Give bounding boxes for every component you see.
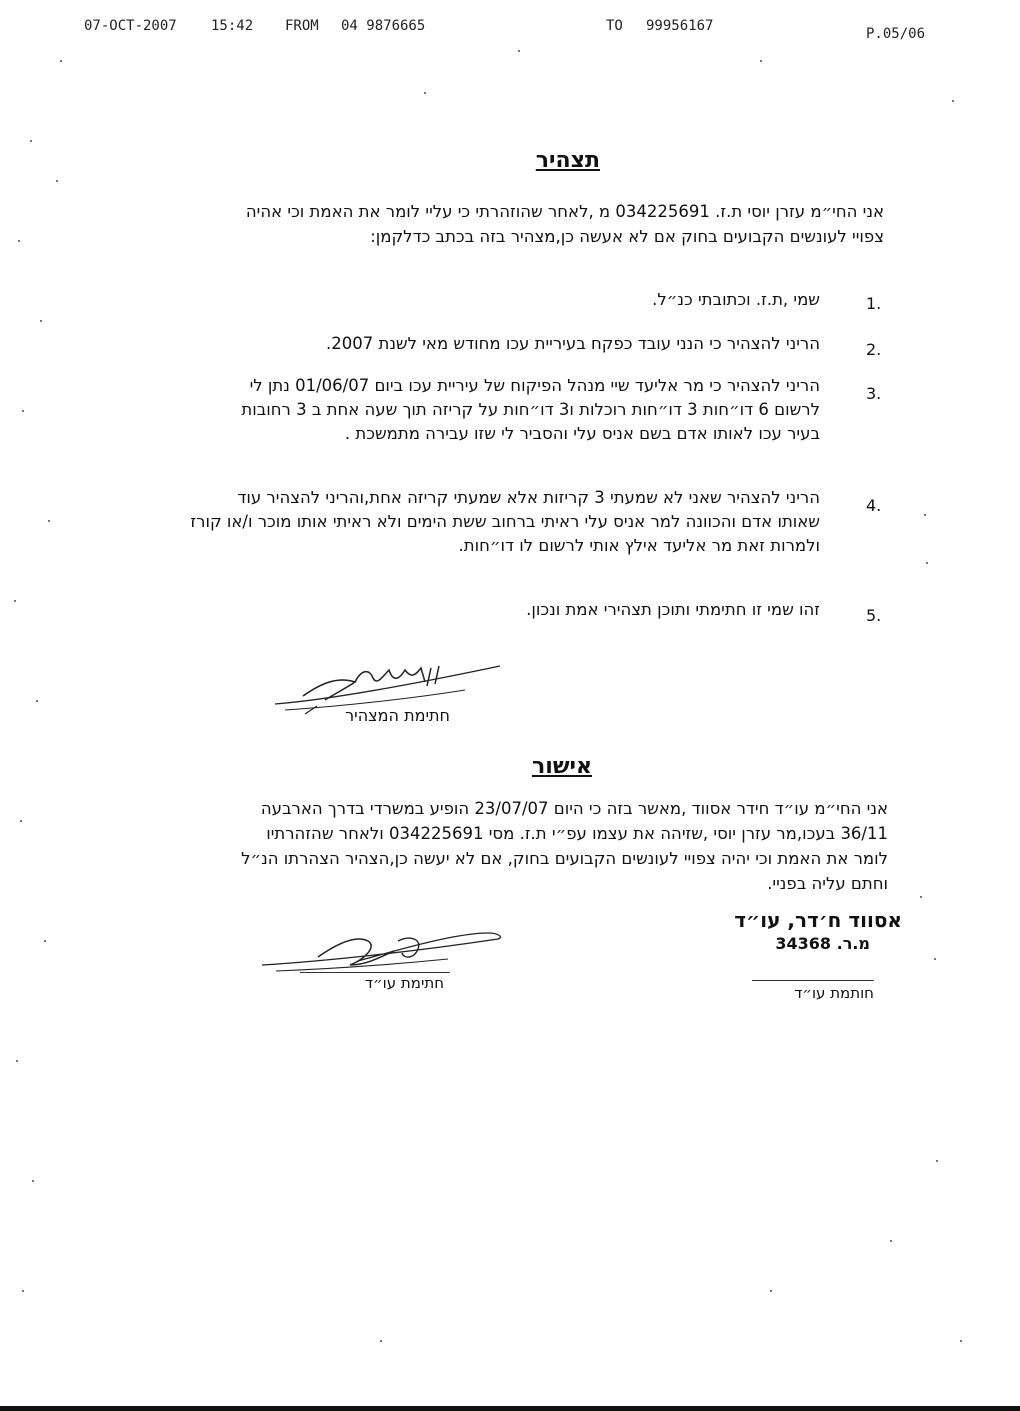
lawyer-signature-line: [300, 972, 450, 973]
fax-to-label: TO: [606, 18, 623, 34]
fax-from-number: 04 9876665: [341, 18, 426, 34]
item-text: הריני להצהיר שאני לא שמעתי 3 קריזות אלא שמעתי קריזה אחת,והריני להצהיר עוד שאותו אדם והכוונה למר אניס עלי ראיתי ברחוב ששת הימים ולא ראיתי אותו מוכר ו/או קורז ולמרות זאת מר אליעד אילץ אותי לרשום לו דו״חות.: [190, 488, 820, 555]
item-text: הריני להצהיר כי הנני עובד כפקח בעיריית עכו מחודש מאי לשנת 2007.: [325, 334, 820, 353]
item-number: 4.: [866, 496, 882, 515]
lawyer-signature-label: חתימת עו״ד: [364, 974, 444, 992]
approval-title: אישור: [532, 754, 592, 779]
item-number: 3.: [866, 384, 882, 403]
fax-from-label: FROM: [285, 18, 319, 34]
fax-date: 07-OCT-2007: [84, 18, 177, 34]
lawyer-stamp-line: [752, 980, 874, 981]
scan-bottom-edge: [0, 1406, 1020, 1411]
lawyer-stamp-label: חותמת עו״ד: [794, 984, 874, 1002]
item-text: זהו שמי זו חתימתי ותוכן תצהירי אמת ונכון.: [526, 600, 820, 619]
declaration-intro: אני החי״מ עזרן יוסי ת.ז. 034225691 מ ,לאחר שהוזהרתי כי עליי לומר את האמת וכי אהיה צפויי לעונשים הקבועים בחוק אם לא אעשה כן,מצהיר בזה בכתב כדלקמן:: [245, 202, 884, 246]
item-number: 2.: [866, 340, 882, 359]
item-number: 1.: [866, 294, 882, 313]
fax-to-number: 99956167: [646, 18, 714, 34]
declarant-signature-label: חתימת המצהיר: [345, 706, 450, 725]
item-number: 5.: [866, 606, 882, 625]
item-text: הריני להצהיר כי מר אליעד שיי מנהל הפיקוח של עיריית עכו ביום 01/06/07 נתן לי לרשום 6 דו״חות 3 דו״חות רוכלות ו3 דו״חות על קריזה תוך שעה אחת ב 3 רחובות בעיר עכו לאותו אדם בשם אניס עלי והסביר לי שזו עבירה מתמשכת .: [241, 376, 820, 443]
approval-text: אני החי״מ עו״ד חידר אסווד ,מאשר בזה כי היום 23/07/07 הופיע במשרדי בדרך הארבעה 36/11 בעכו,מר עזרן יוסי ,שזיהה את עצמו עפ״י ת.ז. מסי 034225691 ולאחר שהזהרתיו לומר את האמת וכי יהיה צפויי לעונשים הקבועים בחוק, אם לא יעשה כן,הצהיר הצהרתו הנ״ל וחתם עליה בפניי.: [241, 799, 888, 893]
declaration-title: תצהיר: [535, 148, 600, 173]
lawyer-stamp-name: אסווד ח׳דר, עו״ד: [734, 908, 902, 932]
item-text: שמי ,ת.ז. וכתובתי כנ״ל.: [652, 290, 820, 309]
lawyer-stamp-license: מ.ר. 34368: [775, 934, 870, 953]
fax-page: P.05/06: [866, 26, 926, 42]
fax-time: 15:42: [211, 18, 254, 34]
